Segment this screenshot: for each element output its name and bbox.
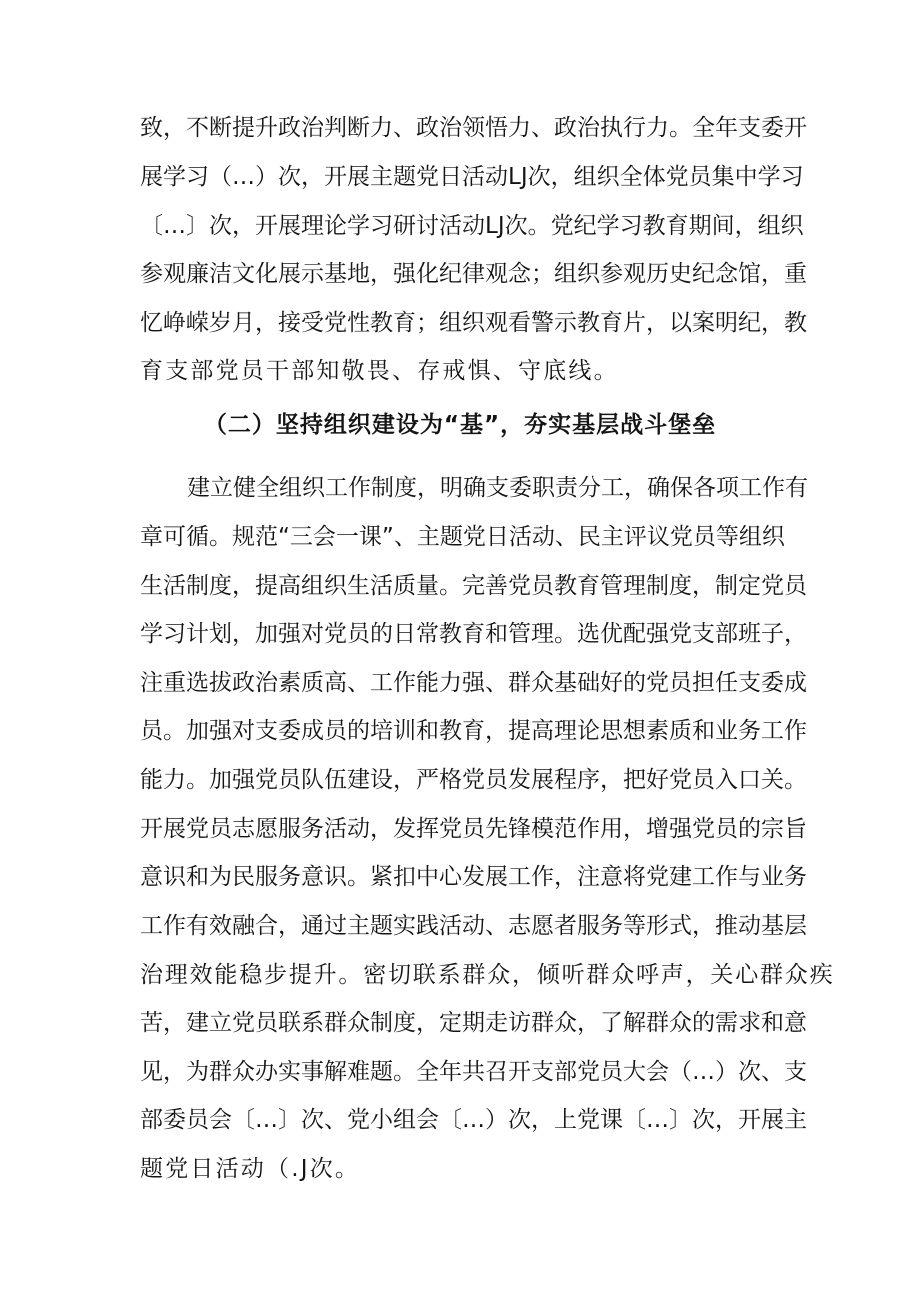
paragraph-1-line-2: 展学习（…）次，开展主题党日活动LJ次，组织全体党员集中学习 <box>140 164 804 190</box>
paragraph-1-line-1: 致，不断提升政治判断力、政治领悟力、政治执行力。全年支委开 <box>140 115 807 141</box>
paragraph-2-line-3: 生活制度，提高组织生活质量。完善党员教育管理制度，制定党员 <box>140 573 807 599</box>
paragraph-1-line-4: 参观廉洁文化展示基地，强化纪律观念；组织参观历史纪念馆，重 <box>140 261 807 287</box>
paragraph-1-line-5: 忆峥嵘岁月，接受党性教育；组织观看警示教育片，以案明纪，教 <box>140 310 807 336</box>
paragraph-2-line-13: 见，为群众办实事解难题。全年共召开支部党员大会（…）次、支 <box>140 1059 807 1085</box>
paragraph-2-line-4: 学习计划，加强对党员的日常教育和管理。选优配强党支部班子， <box>140 621 807 647</box>
paragraph-2-line-12: 苦，建立党员联系群众制度，定期走访群众，了解群众的需求和意 <box>140 1010 807 1036</box>
paragraph-2-line-15: 题党日活动（.J次。 <box>140 1156 361 1182</box>
section-heading: （二）坚持组织建设为“基”，夯实基层战斗堡垒 <box>203 412 717 438</box>
paragraph-2-line-6: 员。加强对支委成员的培训和教育，提高理论思想素质和业务工作 <box>140 718 807 744</box>
paragraph-2-line-5: 注重选拔政治素质高、工作能力强、群众基础好的党员担任支委成 <box>140 670 807 696</box>
paragraph-2-line-7: 能力。加强党员队伍建设，严格党员发展程序，把好党员入口关。 <box>140 767 807 793</box>
paragraph-1-line-3: 〔…〕次，开展理论学习研讨活动LJ次。党纪学习教育期间，组织 <box>140 213 804 239</box>
paragraph-2-line-10: 工作有效融合，通过主题实践活动、志愿者服务等形式，推动基层 <box>140 913 807 939</box>
paragraph-2-line-8: 开展党员志愿服务活动，发挥党员先锋模范作用，增强党员的宗旨 <box>140 816 807 842</box>
paragraph-2-line-14: 部委员会〔…〕次、党小组会〔…）次，上党课〔…〕次，开展主 <box>140 1107 807 1133</box>
paragraph-2-line-11: 治理效能稳步提升。密切联系群众，倾听群众呼声，关心群众疾 <box>140 962 835 988</box>
paragraph-2-line-2: 章可循。规范“三会一课”、主题党日活动、民主评议党员等组织 <box>140 524 785 550</box>
paragraph-2-line-9: 意识和为民服务意识。紧扣中心发展工作，注意将党建工作与业务 <box>140 864 807 890</box>
paragraph-1-line-6: 育支部党员干部知敬畏、存戒惧、守底线。 <box>140 358 619 384</box>
paragraph-2-line-1: 建立健全组织工作制度，明确支委职责分工，确保各项工作有 <box>187 475 808 501</box>
